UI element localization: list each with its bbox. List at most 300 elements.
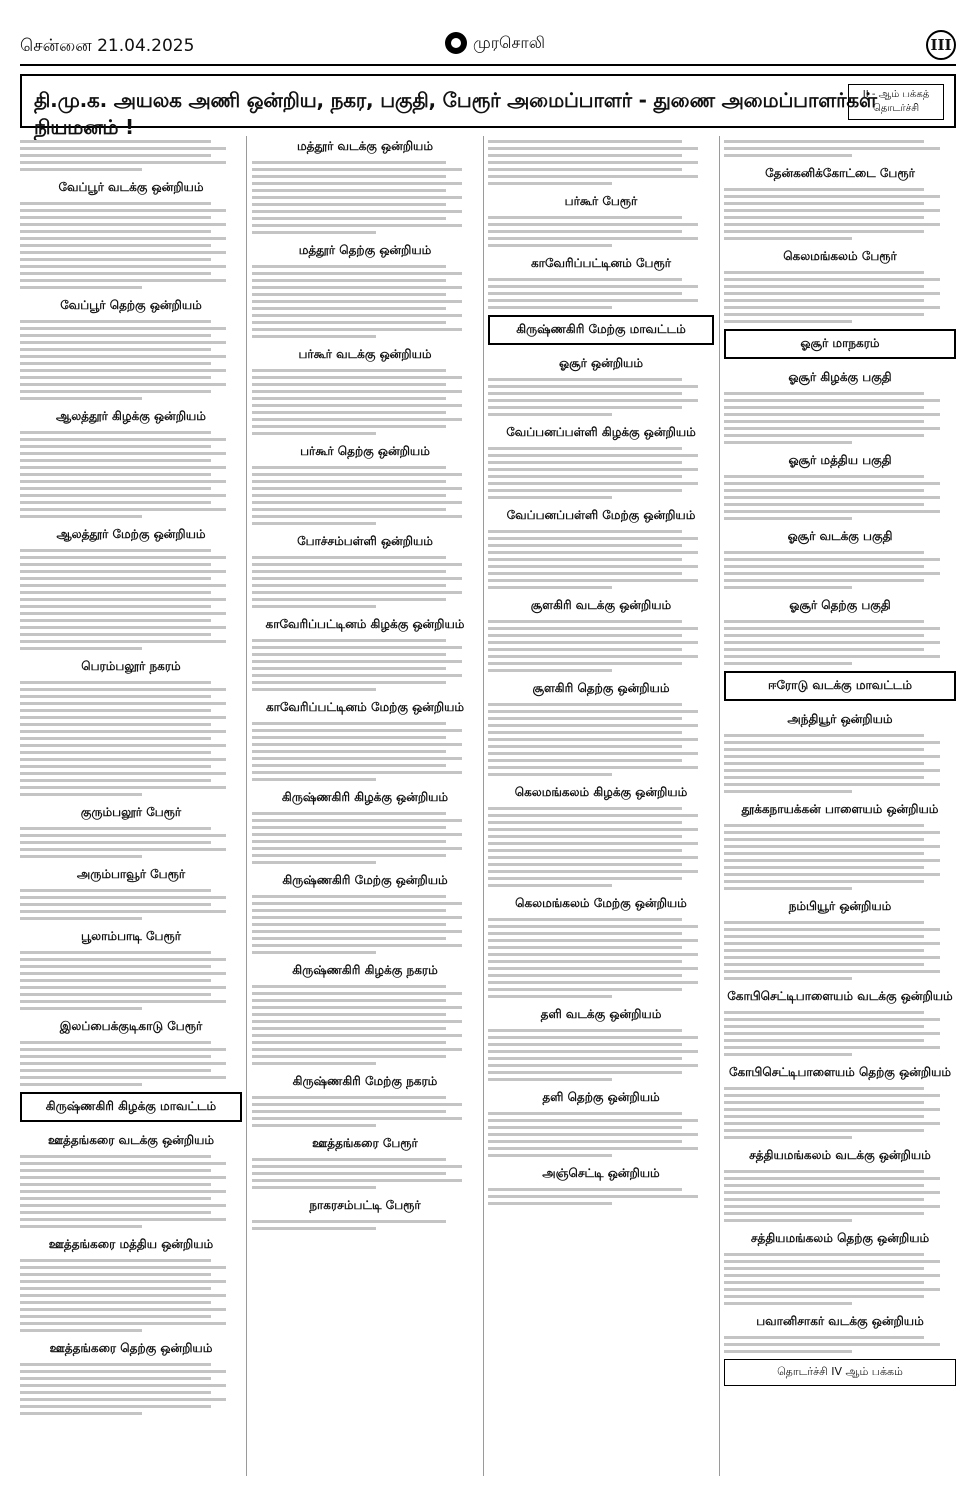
text-line: [252, 1013, 446, 1016]
text-line: [20, 1204, 226, 1207]
text-line: [20, 1218, 226, 1221]
body-text-placeholder: [20, 320, 242, 400]
text-line: [724, 887, 852, 890]
text-line: [488, 710, 698, 713]
section-heading: ஓசூர் மத்திய பகுதி: [788, 453, 892, 467]
body-text-placeholder: [724, 734, 956, 793]
text-line: [20, 584, 226, 587]
body-text-placeholder: [724, 392, 956, 444]
text-line: [724, 1122, 940, 1125]
text-line: [724, 1025, 924, 1028]
text-line: [488, 182, 612, 185]
text-line: [488, 953, 698, 956]
section: [488, 782, 714, 887]
text-line: [20, 619, 211, 622]
text-line: [488, 939, 698, 942]
text-line: [20, 140, 211, 143]
text-line: [252, 992, 462, 995]
text-line: [20, 1294, 226, 1297]
text-line: [724, 921, 924, 924]
section-heading: வேப்பனப்பள்ளி கிழக்கு ஒன்றியம்: [506, 425, 696, 439]
section: [724, 595, 956, 665]
page-number-badge: III: [926, 30, 956, 60]
body-text-placeholder: [488, 620, 714, 672]
body-text-placeholder: [20, 1363, 242, 1415]
text-line: [20, 737, 211, 740]
text-line: [252, 916, 462, 919]
text-line: [488, 1029, 682, 1032]
text-line: [20, 272, 211, 275]
body-text-placeholder: [252, 369, 478, 435]
text-line: [488, 496, 612, 499]
text-line: [724, 655, 940, 658]
text-line: [20, 709, 211, 712]
text-line: [488, 988, 682, 991]
text-line: [20, 515, 142, 518]
section: [252, 531, 478, 608]
section: [20, 864, 242, 920]
text-line: [488, 655, 698, 658]
text-line: [488, 223, 698, 226]
text-line: [20, 1069, 211, 1072]
body-text-placeholder: [724, 140, 956, 157]
text-line: [20, 431, 211, 434]
body-text-placeholder: [252, 466, 478, 525]
text-line: [724, 1281, 924, 1284]
text-line: [724, 195, 940, 198]
text-line: [488, 461, 682, 464]
text-line: [724, 434, 924, 437]
text-line: [20, 1197, 211, 1200]
text-line: [724, 866, 924, 869]
text-line: [20, 1062, 226, 1065]
text-line: [20, 445, 211, 448]
text-line: [488, 974, 682, 977]
body-text-placeholder: [488, 530, 714, 589]
text-line: [724, 1170, 924, 1173]
text-line: [20, 633, 211, 636]
text-line: [488, 392, 682, 395]
text-line: [724, 1198, 924, 1201]
text-line: [488, 1078, 612, 1081]
text-line: [20, 688, 226, 691]
text-line: [724, 1011, 924, 1014]
text-line: [20, 376, 211, 379]
text-line: [252, 196, 462, 199]
text-line: [488, 1147, 698, 1150]
text-line: [252, 826, 446, 829]
text-line: [724, 202, 924, 205]
text-line: [252, 1006, 462, 1009]
text-line: [20, 1412, 142, 1415]
text-line: [724, 620, 924, 623]
column-2: [252, 136, 478, 1476]
text-line: [488, 1050, 698, 1053]
section: [488, 253, 714, 309]
body-text-placeholder: [488, 1112, 714, 1157]
text-line: [20, 1273, 211, 1276]
text-line: [20, 473, 211, 476]
continued-text: [20, 140, 242, 171]
section-heading: குரும்பலூர் பேரூர்: [80, 805, 182, 819]
text-line: [252, 1110, 446, 1113]
body-text-placeholder: [20, 202, 242, 289]
text-line: [488, 399, 698, 402]
text-line: [20, 793, 142, 796]
text-line: [20, 993, 211, 996]
text-line: [724, 634, 924, 637]
section-heading: தளி தெற்கு ஒன்றியம்: [542, 1090, 660, 1104]
text-line: [252, 833, 462, 836]
text-line: [20, 848, 226, 851]
section: [20, 1338, 242, 1415]
text-line: [20, 1259, 211, 1262]
text-line: [20, 751, 211, 754]
text-line: [252, 1220, 446, 1223]
text-line: [20, 1155, 211, 1158]
text-line: [252, 563, 462, 566]
section: [252, 787, 478, 864]
text-line: [252, 951, 376, 954]
text-line: [20, 1055, 211, 1058]
section: [724, 526, 956, 589]
text-line: [252, 473, 462, 476]
text-line: [252, 1020, 462, 1023]
text-line: [724, 572, 940, 575]
section: [488, 1004, 714, 1081]
body-text-placeholder: [724, 1336, 956, 1353]
body-text-placeholder: [20, 1259, 242, 1332]
text-line: [724, 320, 852, 323]
text-line: [488, 877, 682, 880]
body-text-placeholder: [252, 895, 478, 954]
text-line: [488, 870, 698, 873]
text-line: [20, 744, 226, 747]
section-heading: காவேரிப்பட்டினம் பேரூர்: [531, 256, 671, 270]
section-heading: போச்சம்பள்ளி ஒன்றியம்: [297, 534, 433, 548]
column-3: [488, 136, 714, 1476]
body-text-placeholder: [724, 475, 956, 520]
body-text-placeholder: [252, 265, 478, 338]
text-line: [20, 612, 226, 615]
text-line: [20, 320, 211, 323]
body-text-placeholder: [488, 447, 714, 499]
text-line: [252, 736, 446, 739]
section-heading: வேப்பூர் தெற்கு ஒன்றியம்: [60, 298, 202, 312]
body-text-placeholder: [724, 824, 956, 890]
text-line: [488, 918, 682, 921]
text-line: [252, 231, 376, 234]
section-heading: கெலமங்கலம் கிழக்கு ஒன்றியம்: [514, 785, 688, 799]
column-divider: [719, 136, 720, 1476]
text-line: [252, 1179, 462, 1182]
body-text-placeholder: [252, 1220, 478, 1230]
text-line: [252, 598, 446, 601]
paper-logo: [445, 32, 545, 54]
text-line: [488, 1126, 682, 1129]
text-line: [20, 1076, 226, 1079]
text-line: [488, 946, 682, 949]
text-line: [252, 688, 376, 691]
text-line: [488, 147, 698, 150]
text-line: [724, 586, 852, 589]
text-line: [20, 1048, 226, 1051]
section-heading: ஓசூர் வடக்கு பகுதி: [787, 529, 893, 543]
continued-from-note: II - ஆம் பக்கத் தொடர்ச்சி: [848, 84, 944, 120]
text-line: [488, 454, 698, 457]
text-line: [488, 641, 698, 644]
text-line: [252, 729, 462, 732]
section: [724, 367, 956, 444]
text-line: [724, 154, 852, 157]
text-line: [724, 845, 940, 848]
text-line: [724, 1350, 852, 1353]
text-line: [252, 591, 462, 594]
text-line: [724, 406, 924, 409]
text-line: [488, 807, 682, 810]
text-line: [252, 425, 446, 428]
text-line: [488, 378, 682, 381]
body-text-placeholder: [724, 551, 956, 589]
text-line: [20, 438, 226, 441]
section-heading: தேன்கனிக்கோட்டை பேரூர்: [765, 166, 915, 180]
text-line: [488, 627, 698, 630]
text-line: [252, 1165, 462, 1168]
text-line: [20, 626, 226, 629]
text-line: [20, 327, 226, 330]
text-line: [252, 1041, 446, 1044]
text-line: [724, 1274, 940, 1277]
rising-sun-icon: [445, 32, 467, 54]
section: [20, 1016, 242, 1086]
section-heading: கிருஷ்ணகிரி மேற்கு நகரம்: [292, 1074, 438, 1088]
text-line: [724, 859, 940, 862]
continued-text: [488, 140, 714, 185]
text-line: [252, 999, 446, 1002]
section: [724, 896, 956, 980]
text-line: [20, 702, 226, 705]
section: [252, 136, 478, 234]
column-divider: [246, 136, 247, 1476]
text-line: [252, 1027, 446, 1030]
text-line: [724, 748, 924, 751]
text-line: [20, 903, 211, 906]
text-line: [252, 778, 376, 781]
text-line: [20, 265, 226, 268]
section-heading: ஆலத்தூர் கிழக்கு ஒன்றியம்: [56, 409, 206, 423]
text-line: [252, 757, 462, 760]
section: [488, 191, 714, 247]
section: [488, 353, 714, 416]
text-line: [252, 819, 462, 822]
body-text-placeholder: [488, 278, 714, 309]
section: [488, 678, 714, 776]
text-line: [488, 385, 698, 388]
text-line: [488, 292, 682, 295]
text-line: [20, 341, 226, 344]
text-line: [20, 1301, 211, 1304]
body-text-placeholder: [252, 639, 478, 691]
text-line: [724, 1039, 924, 1042]
section-heading: அந்தியூர் ஒன்றியம்: [787, 712, 893, 726]
text-line: [488, 482, 698, 485]
text-line: [488, 960, 682, 963]
text-line: [20, 577, 211, 580]
text-line: [724, 1212, 924, 1215]
text-line: [252, 743, 462, 746]
section-heading: கெலமங்கலம் பேரூர்: [783, 249, 897, 263]
text-line: [488, 828, 698, 831]
text-line: [488, 579, 698, 582]
text-line: [724, 1094, 940, 1097]
text-line: [252, 376, 462, 379]
text-line: [252, 404, 462, 407]
body-text-placeholder: [724, 921, 956, 980]
body-text-placeholder: [724, 188, 956, 240]
section: [252, 870, 478, 954]
headline: தி.மு.க. அயலக அணி ஒன்றிய, நகர, பகுதி, பேரூர் அமைப்பாளர் - துணை அமைப்பாளர்கள் நியமனம் !: [34, 88, 877, 139]
text-line: [252, 937, 446, 940]
text-line: [252, 501, 462, 504]
section: [20, 802, 242, 858]
district-heading: ஈரோடு வடக்கு மாவட்டம்: [724, 671, 956, 701]
section-heading: காவேரிப்பட்டினம் கிழக்கு ஒன்றியம்: [265, 617, 465, 631]
text-line: [20, 209, 226, 212]
text-line: [724, 1087, 924, 1090]
text-line: [20, 1287, 211, 1290]
body-text-placeholder: [20, 1155, 242, 1228]
text-line: [20, 1190, 226, 1193]
section: [488, 1163, 714, 1205]
text-line: [20, 501, 211, 504]
text-line: [20, 695, 211, 698]
text-line: [488, 703, 682, 706]
text-line: [724, 1108, 940, 1111]
text-line: [20, 889, 211, 892]
text-line: [724, 1018, 940, 1021]
section-heading: நம்பியூர் ஒன்றியம்: [788, 899, 892, 913]
text-line: [252, 1186, 376, 1189]
text-line: [488, 306, 612, 309]
text-line: [724, 271, 924, 274]
text-line: [252, 556, 446, 559]
text-line: [488, 475, 682, 478]
text-line: [488, 731, 682, 734]
text-line: [724, 140, 924, 143]
body-text-placeholder: [20, 549, 242, 650]
text-line: [20, 1211, 211, 1214]
text-line: [252, 293, 446, 296]
section: [252, 1071, 478, 1127]
text-line: [20, 1405, 211, 1408]
text-line: [724, 441, 852, 444]
section-heading: சூளகிரி வடக்கு ஒன்றியம்: [530, 598, 672, 612]
text-line: [252, 923, 446, 926]
text-line: [724, 147, 940, 150]
text-line: [20, 1280, 226, 1283]
district-heading: கிருஷ்ணகிரி கிழக்கு மாவட்டம்: [20, 1092, 242, 1122]
body-text-placeholder: [724, 1170, 956, 1222]
issue-date: சென்னை 21.04.2025: [20, 36, 195, 56]
text-line: [252, 902, 462, 905]
text-line: [252, 1227, 376, 1230]
text-line: [20, 834, 226, 837]
text-line: [724, 956, 940, 959]
text-line: [252, 508, 446, 511]
text-line: [724, 1184, 924, 1187]
text-line: [488, 967, 698, 970]
text-line: [488, 1188, 682, 1191]
body-text-placeholder: [488, 1188, 714, 1205]
text-line: [20, 917, 142, 920]
text-line: [488, 168, 682, 171]
section: [20, 1234, 242, 1332]
section: [252, 344, 478, 435]
text-line: [252, 584, 446, 587]
section-heading: சூளகிரி தெற்கு ஒன்றியம்: [532, 681, 670, 695]
text-line: [252, 1124, 376, 1127]
text-line: [488, 285, 698, 288]
text-line: [252, 840, 446, 843]
text-line: [252, 930, 462, 933]
section: [488, 422, 714, 499]
text-line: [488, 537, 698, 540]
text-line: [252, 522, 376, 525]
text-line: [252, 182, 462, 185]
text-line: [20, 258, 211, 261]
text-line: [724, 1205, 940, 1208]
text-line: [252, 1034, 462, 1037]
column-divider: [483, 136, 484, 1476]
text-line: [20, 570, 226, 573]
text-line: [724, 741, 940, 744]
text-line: [252, 1103, 462, 1106]
text-line: [488, 1133, 698, 1136]
text-line: [252, 494, 446, 497]
text-line: [20, 986, 226, 989]
section: [252, 697, 478, 781]
text-line: [724, 783, 940, 786]
paper-name: முரசொலி: [473, 32, 545, 52]
district-heading: ஓசூர் மாநகரம்: [724, 329, 956, 359]
text-line: [20, 1308, 226, 1311]
text-line: [488, 759, 682, 762]
body-text-placeholder: [488, 807, 714, 887]
section-heading: கெலமங்கலம் மேற்கு ஒன்றியம்: [515, 896, 687, 910]
text-line: [724, 824, 924, 827]
text-line: [724, 510, 940, 513]
text-line: [724, 942, 940, 945]
text-line: [724, 1288, 940, 1291]
section: [724, 1228, 956, 1305]
headline-banner: [20, 74, 956, 139]
section-heading: கோபிசெட்டிபாளையம் வடக்கு ஒன்றியம்: [727, 989, 953, 1003]
text-line: [252, 369, 446, 372]
text-line: [488, 773, 612, 776]
text-line: [252, 570, 446, 573]
text-line: [20, 681, 211, 684]
text-line: [724, 873, 940, 876]
text-line: [20, 605, 211, 608]
text-line: [488, 154, 682, 157]
section: [20, 656, 242, 796]
text-line: [20, 216, 211, 219]
text-line: [488, 863, 682, 866]
text-line: [724, 648, 924, 651]
text-line: [20, 841, 211, 844]
text-line: [20, 168, 142, 171]
text-line: [488, 724, 698, 727]
